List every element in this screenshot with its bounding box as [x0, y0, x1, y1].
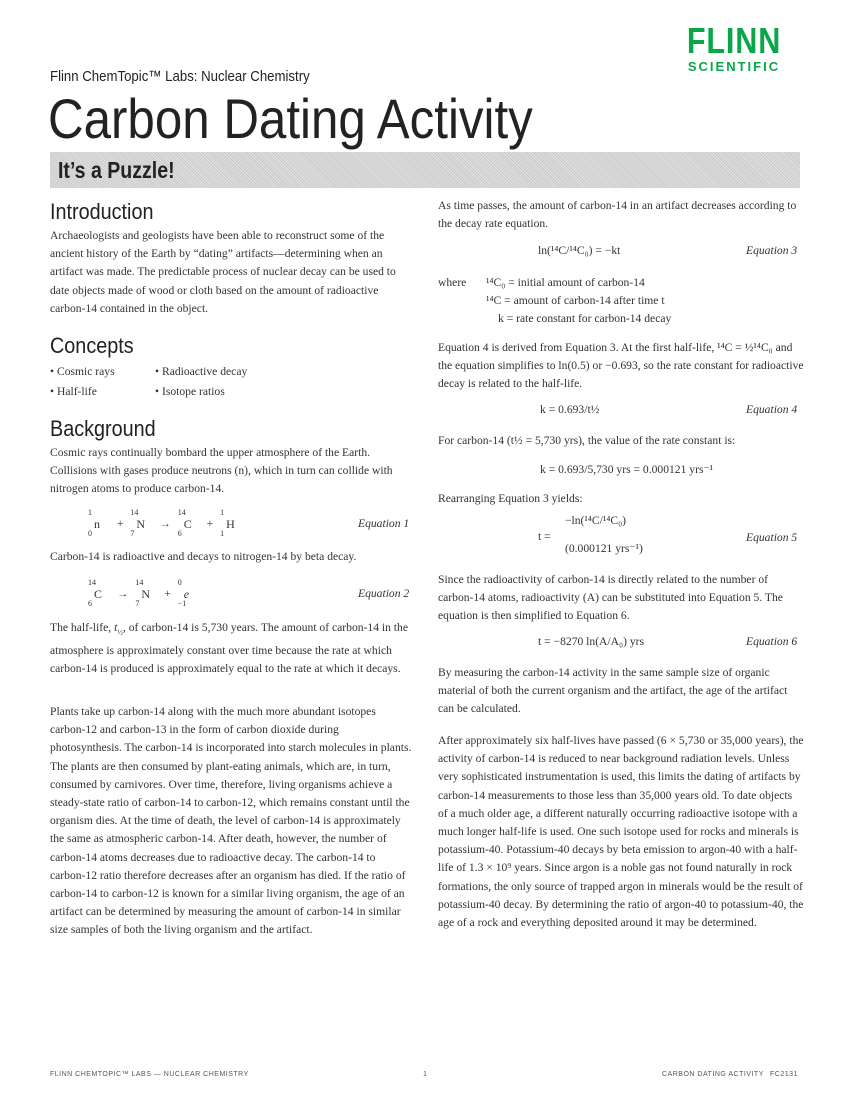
equation-5-numerator: −ln(¹⁴C/¹⁴C₀)	[565, 514, 627, 527]
equation-1: 1 n 0 + 14 N 7 → 14 C 6 + 1 H 1	[88, 508, 235, 538]
logo-line2: SCIENTIFIC	[687, 59, 781, 74]
equation-2: 14 C 6 → 14 N 7 + 0 e −1	[88, 578, 190, 608]
concept-item: • Half-life	[50, 385, 97, 398]
concept-item: • Cosmic rays	[50, 365, 115, 378]
concept-item: • Radioactive decay	[155, 365, 248, 378]
definition: ¹⁴C = amount of carbon-14 after time t	[486, 294, 665, 307]
series-title: Flinn ChemTopic™ Labs: Nuclear Chemistry	[50, 68, 310, 85]
equation-1-label: Equation 1	[358, 517, 410, 530]
footer-left: FLINN CHEMTOPIC™ LABS — NUCLEAR CHEMISTRY	[50, 1071, 249, 1078]
footer-right: CARBON DATING ACTIVITY	[662, 1071, 764, 1078]
page-number: 1	[423, 1071, 428, 1078]
equation-3: ln(¹⁴C/¹⁴C₀) = −kt	[538, 244, 621, 257]
definition: ¹⁴C₀ = initial amount of carbon-14	[486, 276, 645, 289]
logo-line1: FLINN	[686, 20, 782, 61]
flinn-scientific-logo	[664, 20, 804, 76]
equation-5-label: Equation 5	[746, 531, 798, 544]
equation-3-label: Equation 3	[746, 244, 798, 257]
right-paragraph-7: After approximately six half-lives have passed (6 × 5,730 or 35,000 years), the activity of carbon-14 is reduced to near background radiation levels. Unless very sophisticated instrumentation is used, this limits the dating of artifacts by carbon-14 measurements to those less than 35,000 years old. To date objects of a much older age, a different naturally occurring radioactive isotope with a much longer half-life is used. One such isotope used for rocks and minerals is potassium-40. Potassium-40 decays by beta emission to argon-40 with a half-life of 1.3 × 10⁹ years. Since argon is a noble gas not found naturally in rock formations, the only source of trapped argon in minerals would be the result of potassium-40 decay. By determining the ratio of argon-40 to potassium-40, the age of a rock and everything deposited around it may be determined.	[438, 734, 804, 930]
intro-heading: Introduction	[50, 199, 154, 224]
banner	[50, 152, 800, 188]
background-paragraph-4: Plants take up carbon-14 along with the much more abundant isotopes carbon-12 and carbon-13 in the form of carbon dioxide during photosynthesis. The carbon-14 is incorporated into starch molecules in plants. The plants are then consumed by plant-eating animals, which are, in turn, consumed by carnivores. Over time, therefore, living organisms achieve a steady-state ratio of carbon-14 to carbon-12, which remains constant until the organism dies. At the time of death, the level of carbon-14 is approximately the same as atmospheric carbon-14. After death, however, the number of carbon-14 atoms decreases due to radioactive decay. The carbon-14 to carbon-12 ratio therefore decreases after an organism has died. If the ratio of carbon-14 to carbon-12 is known for a similar living organism, the age of an artifact can be determined by measuring the amount of carbon-14 in similar size samples of both the living organism and the artifact.	[50, 705, 412, 937]
equation-6-label: Equation 6	[746, 635, 798, 648]
equation-2-label: Equation 2	[358, 587, 410, 600]
equation-5-lhs: t =	[538, 530, 551, 543]
right-paragraph-3: For carbon-14 (t½ = 5,730 yrs), the value of the rate constant is:	[438, 434, 736, 447]
background-paragraph-3: The half-life, $t_{\frac{1}{2}}$, of carbon-14 is 5,730 years. The amount of carbon-14 in the atmosphere is approximately constant over time because the rate at which carbon-14 is produced is approximately equal to the rate at which it decays.	[50, 621, 408, 675]
equation-4: k = 0.693/t½	[540, 403, 600, 416]
right-paragraph-6: By measuring the carbon-14 activity in the same sample size of organic material of both the current organism and the artifact, the age of the artifact can be calculated.	[438, 666, 788, 716]
right-paragraph-1: As time passes, the amount of carbon-14 in an artifact decreases according to the decay rate equation.	[438, 199, 797, 231]
background-paragraph-1: Cosmic rays continually bombard the upper atmosphere of the Earth. Collisions with gases produce neutrons (n), which in turn can collide with nitrogen atoms to produce carbon-14.	[50, 446, 393, 496]
concept-item: • Isotope ratios	[155, 385, 225, 398]
equation-6: t = −8270 ln(A/A₀) yrs	[538, 635, 644, 648]
equation-4-label: Equation 4	[746, 403, 798, 416]
concepts-heading: Concepts	[50, 333, 134, 358]
definition: k = rate constant for carbon-14 decay	[498, 312, 672, 325]
intro-text: Archaeologists and geologists have been able to reconstruct some of the ancient history of the Earth by “dating” artifacts—determining when an artifact was made. The predictable process of nuclear decay can be used to date objects made of wood or cloth based on the amount of radioactive carbon-14 contained in the object.	[50, 229, 396, 315]
right-paragraph-5: Since the radioactivity of carbon-14 is directly related to the number of carbon-14 atoms, radioactivity (A) can be substituted into Equation 5. The equation is then simplified to Equation 6.	[438, 573, 783, 623]
background-paragraph-2: Carbon-14 is radioactive and decays to nitrogen-14 by beta decay.	[50, 550, 357, 563]
banner-title: It’s a Puzzle!	[58, 157, 175, 183]
right-paragraph-4: Rearranging Equation 3 yields:	[438, 492, 583, 505]
right-paragraph-2: Equation 4 is derived from Equation 3. At the first half-life, ¹⁴C = ½¹⁴C₀ and the equation simplifies to ln(0.5) or −0.693, so the rate constant for radioactive decay is related to the half-life.	[438, 341, 804, 391]
page-title: Carbon Dating Activity	[48, 87, 533, 150]
footer-code: FC2131	[770, 1071, 798, 1078]
where-label: where	[438, 276, 467, 289]
background-heading: Background	[50, 416, 156, 441]
equation-5-denominator: (0.000121 yrs⁻¹)	[565, 542, 643, 555]
rate-constant-equation: k = 0.693/5,730 yrs = 0.000121 yrs⁻¹	[540, 463, 714, 476]
